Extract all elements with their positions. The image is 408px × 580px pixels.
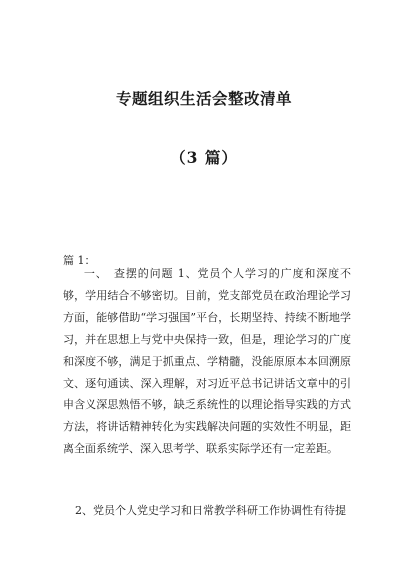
paragraph-2: 2、党员个人党史学习和日常教学科研工作协调性有待提 <box>75 504 346 517</box>
document-title: 专题组织生活会整改清单 <box>115 89 292 108</box>
paragraph-1-text: 一、 查摆的问题 1、党员个人学习的广度和深度不够，学用结合不够密切。目前，党支部党员在政治理论学习方面，能够借助“学习强国”平台，长期坚持、持续不断地学习，并在思想上与党中央保持一致，但是，理论学习的广度和深度不够，满足于抓重点、学精髓，没能原原本本回溯原文、逐句通读、深入理解，对习近平总书记讲话文章中的引申含义深思熟悟不够，缺乏系统性的以理论指导实践的方式方法，将讲话精神转化为实践解决问题的实效性不明显，距离全面系统学、深入思考学、联系实际学还有一定差距。 <box>63 267 351 456</box>
section-label: 篇 1： <box>63 254 96 267</box>
document-subtitle: （3 篇） <box>170 148 238 167</box>
paragraph-1 <box>63 263 351 460</box>
